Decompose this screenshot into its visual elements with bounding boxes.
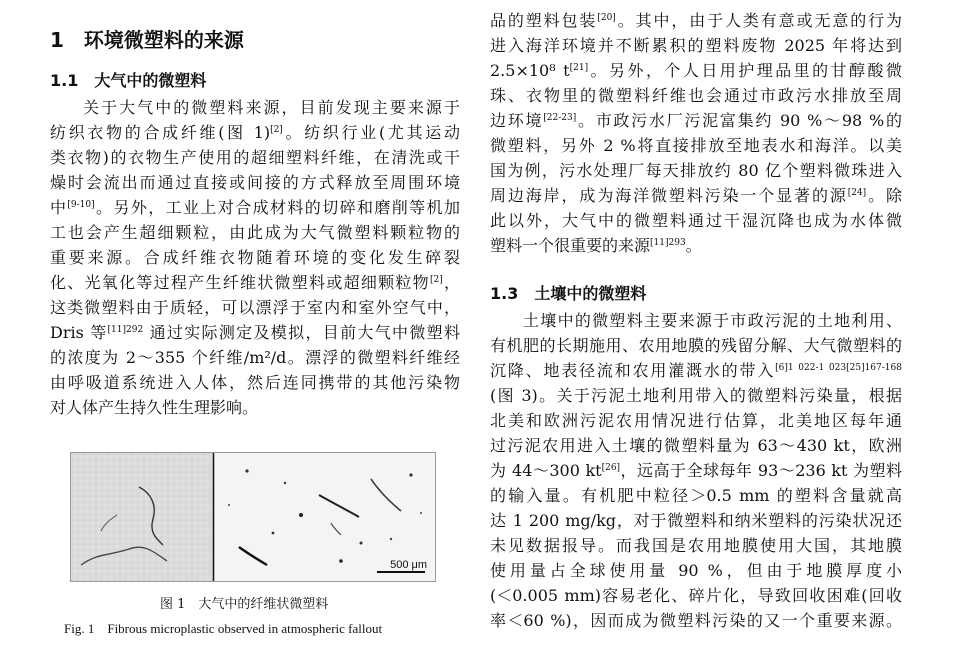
paragraph-line: 燥时会流出而通过直接或间接的方式释放至周围环境 xyxy=(50,173,460,192)
paragraph-line: 类衣物)的衣物生产使用的超细塑料纤维，在清洗或干 xyxy=(50,148,460,167)
paragraph-line: 化、光氧化等过程产生纤维状微塑料或超细颗粒物[2]， xyxy=(50,273,460,292)
paragraph-line: 有机肥的长期施用、农用地膜的残留分解、大气微塑料的 xyxy=(490,336,902,355)
section-heading: 1 环境微塑料的来源 xyxy=(50,28,244,52)
paragraph-line: Dris 等$^{[11]292}$ 通过实际测定及模拟，目前大气中微塑料 xyxy=(50,323,460,342)
paragraph-line: 珠、衣物里的微塑料纤维也会通过市政污水排放至周 xyxy=(490,86,902,105)
paragraph-line: 进入海洋环境并不断累积的塑料废物 2025 年将达到 xyxy=(490,36,902,55)
citation: [24] xyxy=(847,188,867,198)
paragraph-line: 由呼吸道系统进入人体，然后连同携带的其他污染物 xyxy=(50,373,460,392)
paragraph-line: 的浓度为 2～355 个纤维/m²/d。漂浮的微塑料纤维经 xyxy=(50,348,460,367)
paragraph-line: 此以外，大气中的微塑料通过干湿沉降也成为水体微 xyxy=(490,211,902,230)
paragraph-line: 对人体产生持久性生理影响。 xyxy=(50,398,259,417)
paragraph-line: 边环境[22-23]。市政污水厂污泥富集约 90 %～98 %的 xyxy=(490,111,902,130)
paragraph-line: (图 3)。关于污泥土地利用带入的微塑料污染量，根据 xyxy=(490,386,902,405)
paragraph-line: 使用量占全球使用量 90 %，但由于地膜厚度小 xyxy=(490,561,902,580)
citation: [20] xyxy=(597,13,616,23)
paragraph-line: 中[9-10]。另外，工业上对合成材料的切碎和磨削等机加 xyxy=(50,198,460,217)
paragraph-line: 沉降、地表径流和农用灌溉水的带入$^{[6]1 022-1 023[25]167-168}$ xyxy=(490,361,902,380)
citation: [2] xyxy=(270,125,283,135)
paragraph-line: 达 1 200 mg/kg，对于微塑料和纳米塑料的污染状况还 xyxy=(490,511,902,530)
paragraph-line: (＜0.005 mm)容易老化、碎片化，导致回收困难(回收 xyxy=(490,586,902,605)
scale-bar-label: 500 μm xyxy=(390,559,427,571)
paragraph-line: 土壤中的微塑料主要来源于市政污泥的土地利用、 xyxy=(523,311,902,330)
citation: [22-23] xyxy=(543,113,577,123)
paragraph-line: 北美和欧洲污泥农用情况进行估算，北美地区每年通 xyxy=(490,411,902,430)
paragraph-line: 2.5×10⁸ t[21]。另外，个人日用护理品里的甘醇酸微 xyxy=(490,61,902,80)
citation: [21] xyxy=(569,63,589,73)
paragraph-line: 纺织衣物的合成纤维(图 1)[2]。纺织行业(尤其运动 xyxy=(50,123,460,142)
figure-caption-en: Fig. 1 Fibrous microplastic observed in atmospheric fallout xyxy=(64,621,383,636)
figure-caption-cn: 图 1 大气中的纤维状微塑料 xyxy=(160,597,329,612)
scale-bar xyxy=(377,571,425,573)
paragraph-line: 工也会产生超细颗粒，由此成为大气微塑料颗粒物的 xyxy=(50,223,460,242)
paragraph-line: 的输入量。有机肥中粒径＞0.5 mm 的塑料含量就高 xyxy=(490,486,902,505)
subsection-heading-1-1: 1.1 大气中的微塑料 xyxy=(50,71,207,90)
paragraph-line: 周边海岸，成为海洋微塑料污染一个显著的源[24]。除 xyxy=(490,186,902,205)
paragraph-line: 国为例，污水处理厂每天排放约 80 亿个塑料微珠进入 xyxy=(490,161,902,180)
paragraph-line: 重要来源。合成纤维衣物随着环境的变化发生碎裂 xyxy=(50,248,460,267)
citation: [26] xyxy=(601,463,621,473)
paragraph-line: 关于大气中的微塑料来源，目前发现主要来源于 xyxy=(83,98,460,117)
citation: [6]1 022-1 023[25]167-168 xyxy=(775,363,902,373)
figure-1-micrograph xyxy=(70,452,436,582)
paragraph-line: 品的塑料包装[20]。其中，由于人类有意或无意的行为 xyxy=(490,11,902,30)
paragraph-line: 微塑料，另外 2 %将直接排放至地表水和海洋。以美 xyxy=(490,136,902,155)
paragraph-line: 过污泥农用进入土壤的微塑料量为 63～430 kt，欧洲 xyxy=(490,436,902,455)
citation: [2] xyxy=(429,275,443,285)
paragraph-line: 为 44～300 kt[26]，远高于全球每年 93～236 kt 为塑料 xyxy=(490,461,902,480)
citation: [11]293 xyxy=(650,238,686,248)
paragraph-line: 率＜60 %)，因而成为微塑料污染的又一个重要来源。 xyxy=(490,611,902,630)
paragraph-line: 塑料一个很重要的来源$^{[11]293}$。 xyxy=(490,236,702,255)
paragraph-line: 未见数据报导。而我国是农用地膜使用大国，其地膜 xyxy=(490,536,902,555)
citation: [11]292 xyxy=(107,325,144,335)
subsection-heading-1-3: 1.3 土壤中的微塑料 xyxy=(490,284,647,303)
micrograph-image xyxy=(71,453,435,581)
citation: [9-10] xyxy=(67,200,95,210)
paragraph-line: 这类微塑料由于质轻，可以漂浮于室内和室外空气中， xyxy=(50,298,460,317)
